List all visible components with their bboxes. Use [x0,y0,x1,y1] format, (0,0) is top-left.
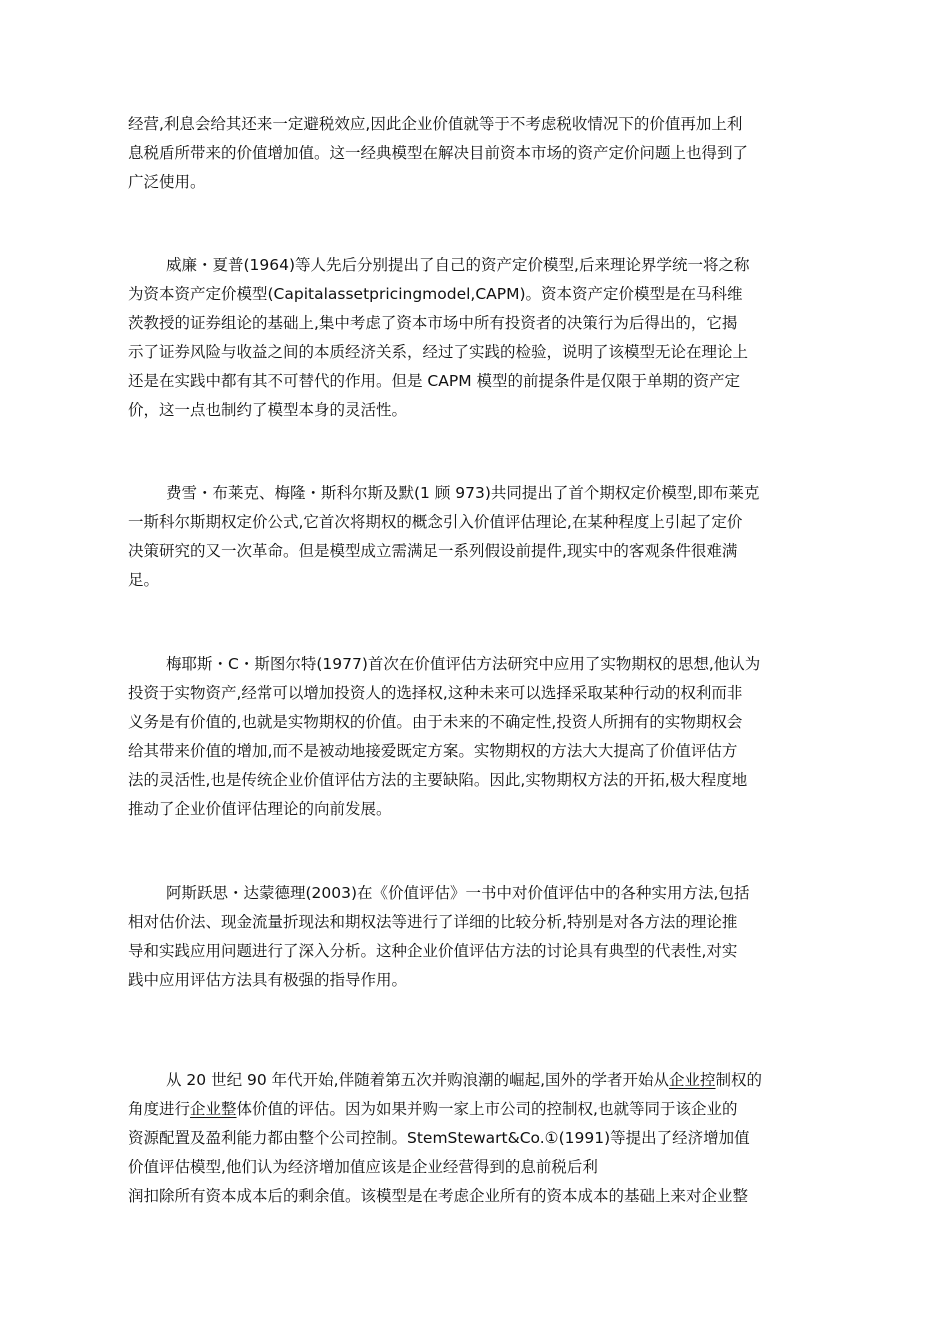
paragraph-1 [128,110,834,197]
paragraph-2-line-6: 价，这一点也制约了模型本身的灵活性。 [128,401,408,419]
paragraph-3-line-4: 足。 [128,571,160,589]
paragraph-6-line-4: 价值评估模型,他们认为经济增加值应该是企业经营得到的息前税后利 [128,1158,598,1176]
paragraph-6-line-2-text: 角度进行 [128,1100,191,1118]
paragraph-5-line-4: 践中应用评估方法具有极强的指导作用。 [128,971,408,989]
paragraph-5-line-2: 相对估价法、现金流量折现法和期权法等进行了详细的比较分析,特别是对各方法的理论推 [128,913,738,931]
underlined-term-enterprise-control: 企业控 [669,1071,716,1089]
paragraph-6-line-1-tail: 制权的 [715,1071,763,1089]
paragraph-6-line-3: 资源配置及盈利能力都由整个公司控制。StemStewart&Co.①(1991)等提出了经济增加值 [128,1129,750,1147]
paragraph-3-line-2: 一斯科尔斯期权定价公式,它首次将期权的概念引入价值评估理论,在某种程度上引起了定价 [128,513,743,531]
paragraph-6-line-1-text: 从 20 世纪 90 年代开始,伴随着第五次并购浪潮的崛起,国外的学者开始从 [166,1071,670,1089]
paragraph-5-line-3: 导和实践应用问题进行了深入分析。这种企业价值评估方法的讨论具有典型的代表性,对实 [128,942,738,960]
paragraph-6 [128,1066,834,1211]
paragraph-2-line-4: 示了证券风险与收益之间的本质经济关系，经过了实践的检验，说明了该模型无论在理论上 [128,343,749,361]
paragraph-3-line-3: 决策研究的又一次革命。但是模型成立需满足一系列假设前提件,现实中的客观条件很难满 [128,542,738,560]
paragraph-5 [128,879,834,995]
underlined-term-enterprise-whole: 企业整 [190,1100,237,1118]
paragraph-1-line-3: 广泛使用。 [128,173,206,191]
paragraph-4-line-6: 推动了企业价值评估理论的向前发展。 [128,800,392,818]
paragraph-1-line-1: 经营,利息会给其还来一定避税效应,因此企业价值就等于不考虑税收情况下的价值再加上利 [128,115,743,133]
paragraph-6-line-2 [128,1095,834,1124]
paragraph-4-line-1: 梅耶斯・C・斯图尔特(1977)首次在价值评估方法研究中应用了实物期权的思想,他认为 [166,655,761,673]
paragraph-5-line-1: 阿斯跃思・达蒙德理(2003)在《价值评估》一书中对价值评估中的各种实用方法,包括 [166,884,750,902]
paragraph-2-line-3: 茨教授的证券组论的基础上,集中考虑了资本市场中所有投资者的决策行为后得出的，它揭 [128,314,738,332]
paragraph-2-line-1: 威廉・夏普(1964)等人先后分别提出了自己的资产定价模型,后来理论界学统一将之称 [166,256,750,274]
paragraph-3 [128,479,834,595]
paragraph-6-line-1 [128,1066,834,1095]
paragraph-6-line-2-tail: 体价值的评估。因为如果并购一家上市公司的控制权,也就等同于该企业的 [236,1100,738,1118]
paragraph-4 [128,650,834,824]
paragraph-3-line-1: 费雪・布莱克、梅隆・斯科尔斯及默(1 顾 973)共同提出了首个期权定价模型,即布莱克 [166,484,760,502]
paragraph-4-line-5: 法的灵活性,也是传统企业价值评估方法的主要缺陷。因此,实物期权方法的开拓,极大程度地 [128,771,748,789]
paragraph-4-line-3: 义务是有价值的,也就是实物期权的价值。由于未来的不确定性,投资人所拥有的实物期权会 [128,713,743,731]
paragraph-4-line-4: 给其带来价值的增加,而不是被动地接爱既定方案。实物期权的方法大大提高了价值评估方 [128,742,738,760]
paragraph-6-line-5: 润扣除所有资本成本后的剩余值。该模型是在考虑企业所有的资本成本的基础上来对企业整 [128,1187,749,1205]
paragraph-2-line-5: 还是在实践中都有其不可替代的作用。但是 CAPM 模型的前提条件是仅限于单期的资产定 [128,372,741,390]
paragraph-4-line-2: 投资于实物资产,经常可以增加投资人的选择权,这种未来可以选择采取某种行动的权利而非 [128,684,743,702]
paragraph-2-line-2: 为资本资产定价模型(Capitalassetpricingmodel,CAPM)。资本资产定价模型是在马科维 [128,285,743,303]
paragraph-1-line-2: 息税盾所带来的价值增加值。这一经典模型在解决目前资本市场的资产定价问题上也得到了 [128,144,749,162]
paragraph-2 [128,251,834,425]
